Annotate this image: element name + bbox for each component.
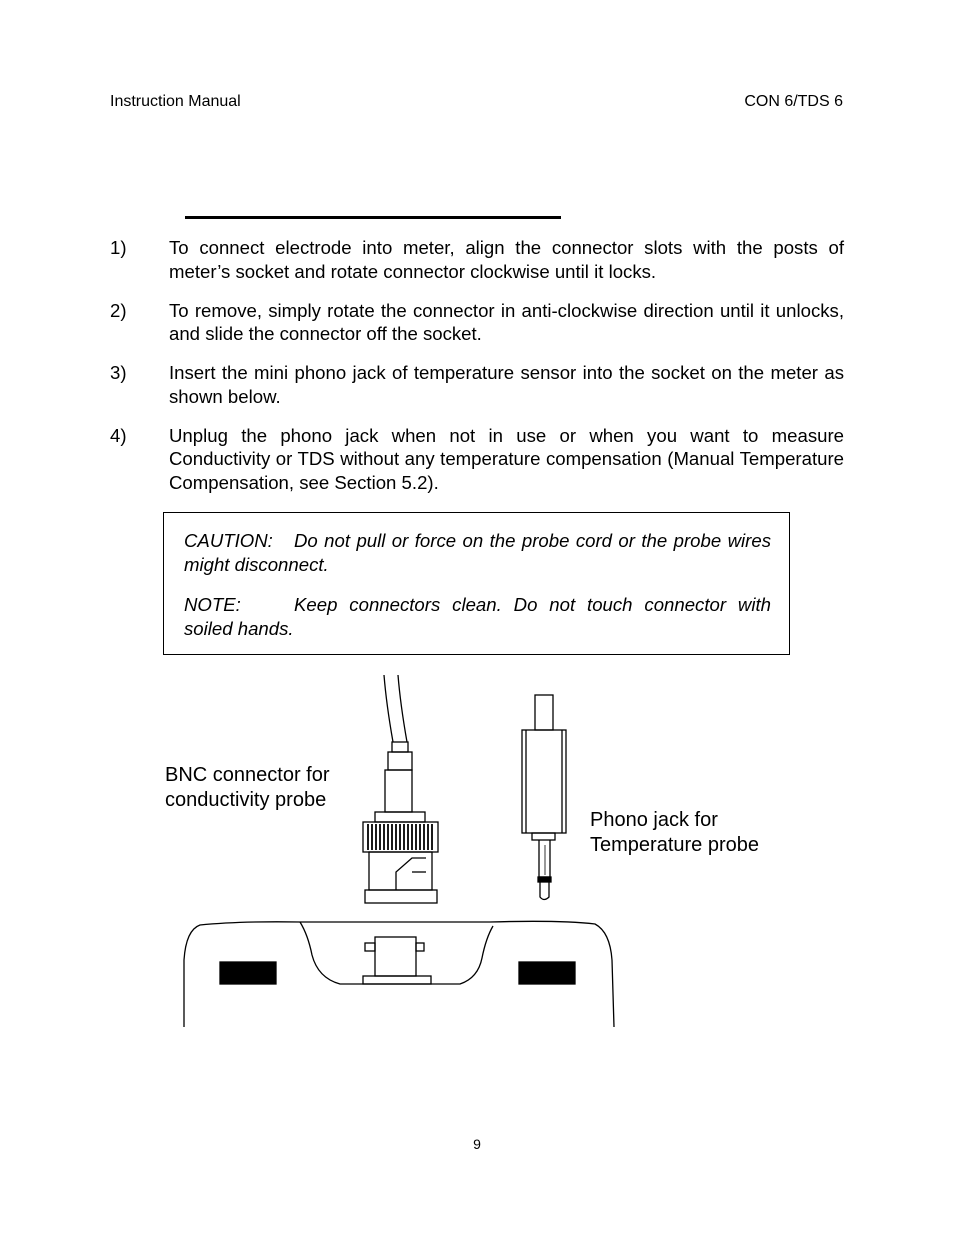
bnc-label-line-1: BNC connector for <box>165 764 330 786</box>
page-number: 9 <box>473 1136 481 1152</box>
header-manual-title: Instruction Manual <box>110 93 241 110</box>
header-model: CON 6/TDS 6 <box>744 93 843 110</box>
bnc-label-line-2: conductivity probe <box>165 788 327 811</box>
phono-jack-label <box>590 808 759 857</box>
step-number: 4) <box>110 424 127 446</box>
phono-label-line-2: Temperature probe <box>590 833 759 856</box>
step-number: 1) <box>110 237 127 258</box>
caution-tag: CAUTION: <box>184 530 273 551</box>
step-text: Insert the mini phono jack of temperature sensor into the socket on the meter as shown below. <box>169 362 844 407</box>
step-text: To remove, simply rotate the connector in anti-clockwise direction until it unlocks, and slide the connector off the socket. <box>169 299 844 344</box>
phono-label-line-1: Phono jack for <box>590 809 718 831</box>
step-number: 2) <box>110 299 127 321</box>
bnc-connector-label <box>165 763 330 812</box>
phono-jack-drawing <box>522 695 566 900</box>
note-text: Keep connectors clean. Do not touch connector with soiled hands. <box>184 594 771 639</box>
bnc-connector-drawing <box>363 675 438 903</box>
step-text: To connect electrode into meter, align the connector slots with the posts of meter’s socket and rotate connector clockwise until it locks. <box>169 237 844 282</box>
step-number: 3) <box>110 362 127 383</box>
step-text: Unplug the phono jack when not in use or when you want to measure Conductivity or TDS without any temperature compensation (Manual Temperature Compensation, see Section 5.2). <box>169 424 844 493</box>
note-tag: NOTE: <box>184 594 241 615</box>
caution-text: Do not pull or force on the probe cord or the probe wires might disconnect. <box>184 530 771 575</box>
meter-top-drawing <box>184 921 614 1027</box>
